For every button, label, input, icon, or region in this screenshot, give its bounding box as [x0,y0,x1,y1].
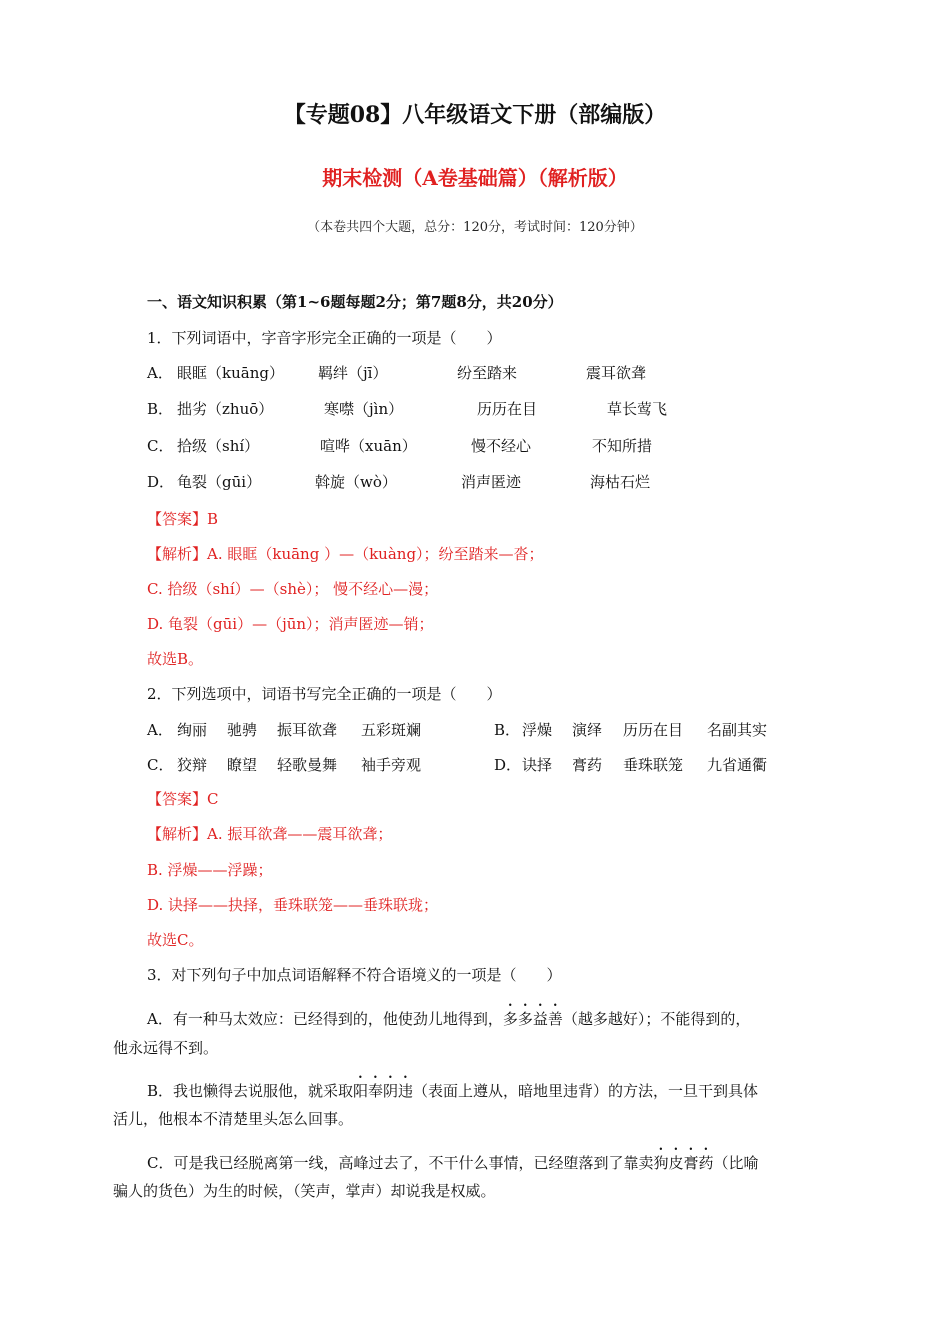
question-3-option-b-cont: 活儿，他根本不清楚里头怎么回事。 [113,1110,354,1128]
question-2-analysis-line: D. 诀择——抉择，垂珠联笼——垂珠联珑； [147,896,439,914]
question-3-stem: 3．对下列句子中加点词语解释不符合语境义的一项是（ ） [147,966,562,984]
question-3-option-a: A．有一种马太效应：已经得到的，他使劲儿地得到，多多益善（越多越好）；不能得到的， [147,1010,751,1028]
question-3-option-c: C．可是我已经脱离第一线，高峰过去了，不干什么事情，已经堕落到了靠卖狗皮膏药（比喻 [147,1154,759,1172]
question-2-analysis-line: 【解析】A. 振耳欲聋——震耳欲聋； [147,825,393,843]
question-1-stem: 1．下列词语中，字音字形完全正确的一项是（ ） [147,329,502,347]
question-1-analysis-line: D. 龟裂（gūi）—（jūn）；消声匿迹—销； [147,615,434,633]
document-subtitle: 期末检测（A卷基础篇）（解析版） [322,166,628,190]
question-2-analysis-line: 故选C。 [147,931,204,949]
dotted-term: 狗皮膏药 [653,1154,714,1172]
question-2-stem: 2．下列选项中，词语书写完全正确的一项是（ ） [147,685,502,703]
question-1-analysis-line: 【解析】A. 眼眶（kuāng ）—（kuàng）；纷至踏来—沓； [147,545,544,563]
question-3-option-c-cont: 骗人的货色）为生的时候，（笑声，掌声）却说我是权威。 [113,1182,496,1200]
question-1-analysis-line: C. 拾级（shí）—（shè）； 慢不经心—漫； [147,580,439,598]
section-heading: 一、语文知识积累（第1~6题每题2分；第7题8分，共20分） [147,293,563,311]
question-3-option-a-cont: 他永远得不到。 [113,1039,219,1057]
question-2-answer: 【答案】C [147,790,219,808]
dotted-term: 多多益善 [502,1010,563,1028]
question-3-option-b: B．我也懒得去说服他，就采取阳奉阴违（表面上遵从，暗地里违背）的方法，一旦干到具体 [147,1082,759,1100]
question-2-analysis-line: B. 浮燥——浮躁； [147,861,273,879]
question-1-analysis-line: 故选B。 [147,650,204,668]
document-title: 【专题08】八年级语文下册（部编版） [283,102,667,128]
dotted-term: 阳奉阴违 [353,1082,414,1100]
exam-note: （本卷共四个大题，总分：120分，考试时间：120分钟） [307,220,643,235]
question-1-answer: 【答案】B [147,510,219,528]
